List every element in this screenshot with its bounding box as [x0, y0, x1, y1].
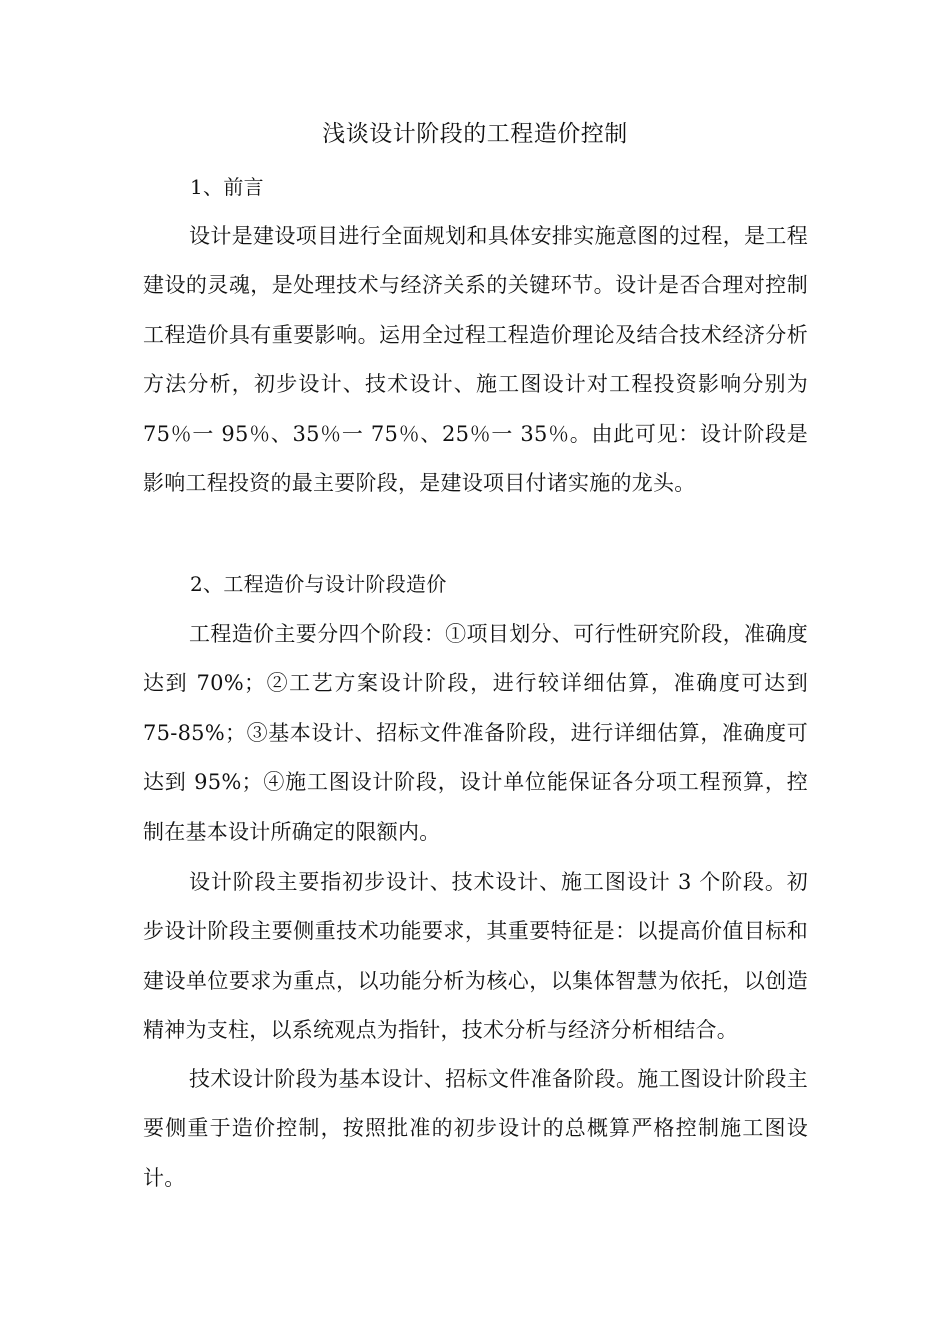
section-heading-preface: 1、前言: [190, 175, 264, 199]
document-title: 浅谈设计阶段的工程造价控制: [322, 121, 628, 147]
paragraph-preface: 设计是建设项目进行全面规划和具体安排实施意图的过程，是工程建设的灵魂，是处理技术与经济关系的关键环节。设计是否合理对控制工程造价具有重要影响。运用全过程工程造价理论及结合技术经济分析方法分析，初步设计、技术设计、施工图设计对工程投资影响分别为 75％一 95％、35％一 75％、25％一 35％。由此可见：设计阶段是影响工程投资的最主要阶段，是建设项目付诸实施的龙头。: [143, 224, 808, 496]
paragraph-design-stages: 设计阶段主要指初步设计、技术设计、施工图设计 3 个阶段。初步设计阶段主要侧重技术功能要求，其重要特征是：以提高价值目标和建设单位要求为重点，以功能分析为核心，以集体智慧为依托，以创造精神为支柱，以系统观点为指针，技术分析与经济分析相结合。: [143, 870, 808, 1043]
paragraph-technical-design: 技术设计阶段为基本设计、招标文件准备阶段。施工图设计阶段主要侧重于造价控制，按照批准的初步设计的总概算严格控制施工图设计。: [143, 1067, 808, 1190]
section-heading-cost-stages: 2、工程造价与设计阶段造价: [190, 572, 447, 596]
paragraph-cost-stages: 工程造价主要分四个阶段：①项目划分、可行性研究阶段，准确度达到 70%；②工艺方案设计阶段，进行较详细估算，准确度可达到 75-85%；③基本设计、招标文件准备阶段，进行详细估算，准确度可达到 95%；④施工图设计阶段，设计单位能保证各分项工程预算，控制在基本设计所确定的限额内。: [143, 622, 808, 844]
